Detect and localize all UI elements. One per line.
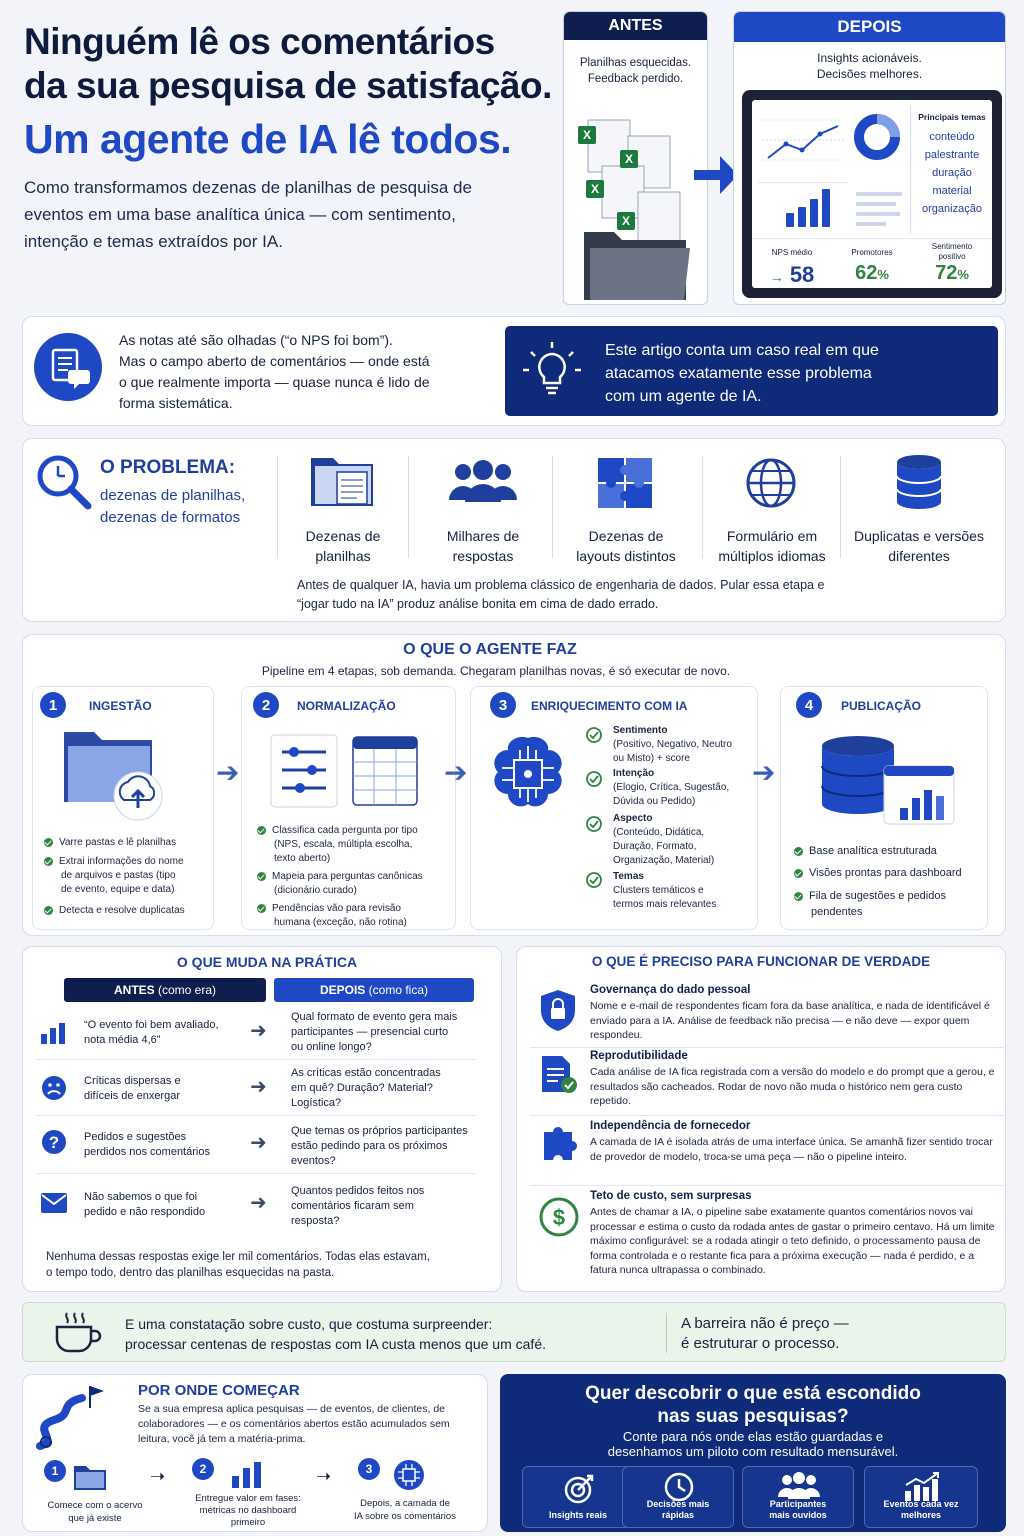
question-icon	[40, 1128, 68, 1156]
sentiment-check-icon	[585, 726, 603, 744]
requirement-item: Reprodutibilidade Cada análise de IA fica registrada com a versão do modelo e do prompt que a gerou, e resultados são cacheados. Rodar de novo não muda o histórico nem gera custo repetido.	[530, 1050, 1006, 1116]
database-dashboard-icon	[818, 736, 960, 828]
start-text: Se a sua empresa aplica pesquisas — de eventos, de clientes, de colaboradores — e os comentários abertos estão acumulados sem leitura, você já tem a matéria-prima.	[138, 1403, 450, 1445]
hero-title: Ninguém lê os comentários da sua pesquisa de satisfação.	[24, 21, 552, 106]
sad-face-icon	[40, 1074, 68, 1102]
cost-right-text: A barreira não é preço — é estruturar o processo.	[681, 1315, 849, 1352]
lightbulb-icon	[521, 340, 583, 402]
themes-check-icon	[585, 871, 603, 889]
cta-benefit: Decisões mais rápidas	[622, 1466, 734, 1528]
start-step-text: Entregue valor em fases: métricas no dashboard primeiro	[195, 1493, 301, 1528]
svg-text:$: $	[552, 1205, 566, 1230]
problem-item-responses: Milhares de respostas	[413, 452, 553, 566]
step-number: 1	[40, 692, 66, 718]
people-icon	[447, 458, 519, 508]
cta-benefit: Participantes mais ouvidos	[742, 1466, 854, 1528]
practice-footer: Nenhuma dessas respostas exige ler mil comentários. Todas elas estavam, o tempo todo, dentro das planilhas esquecidas na pasta.	[46, 1251, 430, 1279]
step-number: 3	[490, 692, 516, 718]
intro-callout-text: Este artigo conta um caso real em que atacamos exatamente esse problema com um agente de IA.	[605, 342, 879, 405]
hero-accent-title: Um agente de IA lê todos.	[24, 116, 512, 162]
after-panel-text: Insights acionáveis. Decisões melhores.	[816, 51, 923, 81]
start-step-number: 3	[358, 1458, 380, 1480]
requirement-item: Governança do dado pessoal Nome e e-mail de respondentes ficam fora da base analítica, e nada de identificável é enviado para a IA. Análise de feedback não precisa — e não deve — expor quem respondeu.	[530, 984, 1006, 1048]
sliders-icon	[270, 734, 338, 808]
after-panel	[733, 11, 1006, 305]
problem-item-spreadsheets: Dezenas de planilhas	[273, 452, 413, 566]
step-number: 2	[253, 692, 279, 718]
practice-row: Não sabemos o que foi pedido e não respondido ➜ Quantos pedidos feitos nos comentários ficaram sem resposta?	[36, 1174, 476, 1234]
row-arrow-icon: ➜	[250, 1192, 267, 1214]
problem-item-languages: Formulário em múltiplos idiomas	[702, 452, 842, 566]
globe-icon	[744, 456, 798, 510]
bar-chart-step-icon	[230, 1460, 266, 1490]
road-flag-icon	[34, 1384, 114, 1450]
problem-item-duplicates: Duplicatas e versões diferentes	[848, 452, 990, 566]
folder-icon	[72, 1462, 108, 1492]
pipeline-arrow-icon: ➔	[752, 757, 776, 788]
svg-text:X: X	[582, 128, 592, 142]
dollar-icon	[538, 1196, 580, 1238]
cta-benefit: Insights reais	[522, 1466, 634, 1528]
before-panel-text: Planilhas esquecidas. Feedback perdido.	[579, 57, 692, 85]
target-icon	[563, 1473, 595, 1505]
row-arrow-icon: ➜	[250, 1076, 267, 1098]
start-step-text: Depois, a camada de IA sobre os comentários	[354, 1498, 456, 1522]
bar-chart-mini	[758, 182, 848, 228]
svg-text:X: X	[624, 152, 634, 166]
themes-list: conteúdo palestrante duração material organização	[922, 131, 982, 215]
practice-row: Críticas dispersas e difíceis de enxergar ➜ As críticas estão concentradas em quê? Duração? Material? Logística?	[36, 1060, 476, 1116]
magnifier-clock-icon	[34, 452, 94, 512]
svg-text:X: X	[590, 182, 600, 196]
kpi-nps: NPS médio → 58	[769, 247, 815, 287]
pipeline-title: O QUE O AGENTE FAZ	[403, 641, 577, 658]
requirement-item: $ Teto de custo, sem surpresas Antes de chamar a IA, o pipeline sabe exatamente quantos comentários novos vai processar e estima o custo da rodada antes de gastar o primeiro centavo. Há um limite máximo configurável: se a rodada atingir o teto definido, o processamento pausa de forma controlada e o restante fica para a próxima execução — nada é perdido, e a fatura nunca ultrapassa o combinado.	[530, 1190, 1006, 1290]
pipeline-arrow-icon: ➔	[444, 757, 468, 788]
aspect-check-icon	[585, 815, 603, 833]
start-step-number: 2	[192, 1458, 214, 1480]
intro-text: As notas até são olhadas (“o NPS foi bom”). Mas o campo aberto de comentários — onde está o que realmente importa — quase nunca é lido de forma sistemática.	[119, 332, 430, 411]
requirements-title: O QUE É PRECISO PARA FUNCIONAR DE VERDADE	[591, 954, 931, 969]
problem-title: O PROBLEMA:	[100, 457, 236, 478]
step-name: INGESTÃO	[89, 699, 152, 713]
after-panel-header: DEPOIS	[734, 12, 1005, 42]
intro-section	[22, 316, 1006, 426]
folder-document-icon	[309, 452, 377, 510]
row-arrow-icon: ➜	[250, 1132, 267, 1154]
laptop-dashboard	[742, 90, 1002, 298]
requirement-item: Independência de fornecedor A camada de IA é isolada atrás de uma interface única. Se amanhã fizer sentido trocar de provedor de modelo, troca-se uma peça — não o pipeline inteiro.	[530, 1120, 1006, 1186]
puzzle-piece-icon	[540, 1122, 580, 1162]
step-name: ENRIQUECIMENTO COM IA	[531, 699, 688, 713]
mail-icon	[40, 1192, 68, 1214]
comment-document-icon	[33, 332, 103, 402]
database-icon	[894, 454, 944, 512]
start-arrow-icon: ➝	[316, 1466, 332, 1486]
kpi-promoters: Promotores 62%	[851, 247, 893, 284]
step-name: PUBLICAÇÃO	[841, 699, 921, 713]
start-arrow-icon: ➝	[150, 1466, 166, 1486]
document-check-icon	[540, 1054, 580, 1096]
start-step-number: 1	[44, 1460, 66, 1482]
hero-subtitle: Como transformamos dezenas de planilhas de pesquisa de eventos em uma base analítica única — com sentimento, intenção e temas extraídos por IA.	[24, 178, 472, 251]
before-panel	[563, 11, 708, 305]
intent-check-icon	[585, 770, 603, 788]
intro-callout	[505, 326, 998, 416]
pipeline-arrow-icon: ➔	[216, 757, 240, 788]
group-icon	[777, 1471, 821, 1501]
puzzle-icon	[594, 454, 658, 512]
coffee-cup-icon	[53, 1311, 103, 1355]
ai-brain-step-icon	[392, 1458, 426, 1492]
practice-after-header: DEPOIS (como fica)	[274, 978, 474, 1002]
problem-item-layouts: Dezenas de layouts distintos	[556, 452, 696, 566]
kpi-sentiment: Sentimento positivo 72%	[931, 242, 973, 284]
cta-benefit: Eventos cada vez melhores	[864, 1466, 978, 1528]
cost-strip	[22, 1302, 1006, 1362]
bar-chart-icon	[40, 1022, 68, 1044]
folder-upload-icon	[62, 726, 174, 822]
lock-shield-icon	[538, 988, 578, 1032]
practice-title: O QUE MUDA NA PRÁTICA	[176, 954, 358, 970]
cta-title: Quer descobrir o que está escondido nas suas pesquisas?	[585, 1383, 921, 1427]
start-step-text: Comece com o acervo que já existe	[47, 1500, 143, 1524]
line-chart-icon	[758, 108, 848, 178]
ai-brain-chip-icon	[486, 732, 570, 816]
before-panel-header: ANTES	[564, 12, 707, 40]
start-title: POR ONDE COMEÇAR	[138, 1382, 300, 1399]
step-number: 4	[796, 692, 822, 718]
cta-text: Conte para nós onde elas estão guardadas e desenhamos um piloto com resultado mensurável.	[607, 1429, 899, 1459]
problem-note: Antes de qualquer IA, havia um problema clássico de engenharia de dados. Pular essa etapa e “jogar tudo na IA” produz análise bonita em cima de dado errado.	[297, 578, 825, 611]
pipeline-subtitle: Pipeline em 4 etapas, sob demanda. Chegaram planilhas novas, é só executar de novo.	[261, 664, 731, 678]
practice-row: “O evento foi bem avaliado, nota média 4,6” ➜ Qual formato de evento gera mais participantes — presencial curto ou online longo?	[36, 1004, 476, 1060]
problem-subtitle: dezenas de planilhas, dezenas de formatos	[100, 487, 246, 526]
row-arrow-icon: ➜	[250, 1020, 267, 1042]
spreadsheets-folder-icon	[570, 108, 704, 304]
cost-text: E uma constatação sobre custo, que costuma surpreender: processar centenas de respostas com IA custa menos que um café.	[125, 1316, 546, 1352]
step-name: NORMALIZAÇÃO	[297, 699, 396, 713]
practice-before-header: ANTES (como era)	[64, 978, 266, 1002]
donut-chart-icon	[852, 112, 902, 162]
svg-text:?: ?	[48, 1133, 60, 1152]
svg-text:X: X	[621, 214, 631, 228]
practice-row: ? Pedidos e sugestões perdidos nos comentários ➜ Que temas os próprios participantes estão pedindo para os próximos eventos?	[36, 1116, 476, 1174]
table-icon	[352, 736, 418, 806]
themes-title: Principais temas	[918, 112, 986, 122]
